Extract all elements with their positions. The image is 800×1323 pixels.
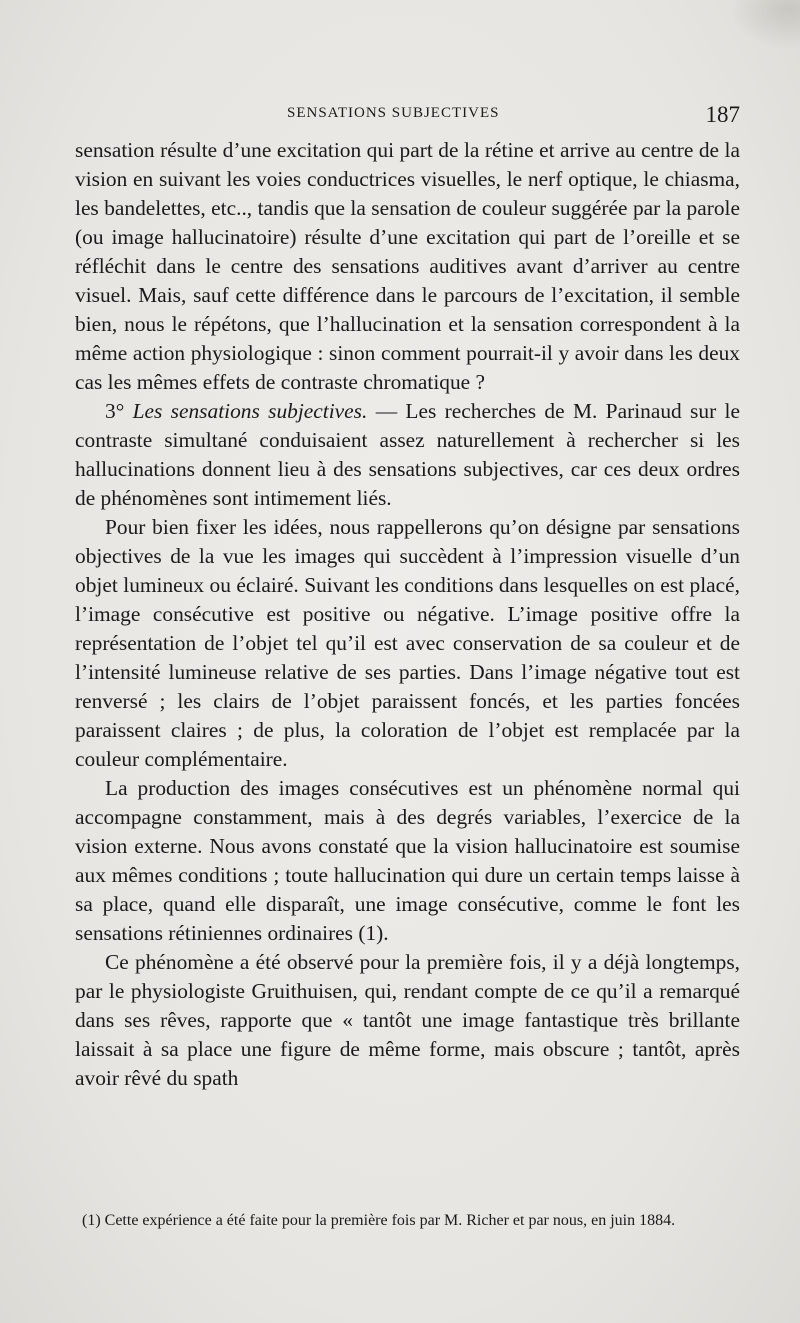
footnotes [82, 1209, 747, 1233]
page-corner-shadow [730, 0, 800, 50]
body-text [75, 136, 740, 1093]
paragraph-4: La production des images consécutives est un phénomène normal qui accompagne constamment, mais à des degrés variables, l’exercice de la vision externe. Nous avons constaté que la vision hallucinatoire est soumise aux mêmes conditions ; toute hallucination qui dure un certain temps laisse à sa place, quand elle disparaît, une image consécutive, comme le font les sensations rétiniennes ordinaires (1). [75, 776, 740, 945]
footnote-1: (1) Cette expérience a été faite pour la première fois par M. Richer et par nous, en juin 1884. [82, 1212, 676, 1229]
paragraph-2-text: — Les recherches de M. Parinaud sur le contraste simultané conduisaient assez naturellement à rechercher si les hallucinations donnent lieu à des sensations subjectives, car ces deux ordres de phénomènes sont intimement liés. [75, 399, 740, 510]
paragraph-2 [75, 397, 740, 513]
running-title: SENSATIONS SUBJECTIVES [287, 105, 500, 121]
paragraph-5: Ce phénomène a été observé pour la première fois, il y a déjà longtemps, par le physiologiste Gruithuisen, qui, rendant compte de ce qu’il a remarqué dans ses rêves, rapporte que « tantôt une image fantastique très brillante laissait à sa place une figure de même forme, mais obscure ; tantôt, après avoir rêvé du spath [75, 950, 740, 1090]
running-head [75, 102, 740, 130]
paragraph-1: sensation résulte d’une excitation qui part de la rétine et arrive au centre de la vision en suivant les voies conductrices visuelles, le nerf optique, le chiasma, les bandelettes, etc.., tandis que la sensation de couleur suggérée par la parole (ou image hallucinatoire) résulte d’une excitation qui part de l’oreille et se réfléchit dans le centre des sensations auditives avant d’arriver au centre visuel. Mais, sauf cette différence dans le parcours de l’excitation, il semble bien, nous le répétons, que l’hallucination et la sensation correspondent à la même action physiologique : sinon comment pourrait-il y avoir dans les deux cas les mêmes effets de contraste chromatique ? [75, 138, 740, 394]
page-number: 187 [705, 102, 740, 127]
section-number: 3° [105, 399, 125, 423]
paragraph-3: Pour bien fixer les idées, nous rappellerons qu’on désigne par sensations objectives de la vue les images qui succèdent à l’impression visuelle d’un objet lumineux ou éclairé. Suivant les conditions dans lesquelles on est placé, l’image consécutive est positive ou négative. L’image positive offre la représentation de l’objet tel qu’il est avec conservation de sa couleur et de l’intensité lumineuse relative de ses parties. Dans l’image négative tout est renversé ; les clairs de l’objet paraissent foncés, et les parties foncées paraissent claires ; de plus, la coloration de l’objet est remplacée par la couleur complémentaire. [75, 515, 740, 771]
section-title: Les sensations subjectives. [132, 399, 368, 423]
